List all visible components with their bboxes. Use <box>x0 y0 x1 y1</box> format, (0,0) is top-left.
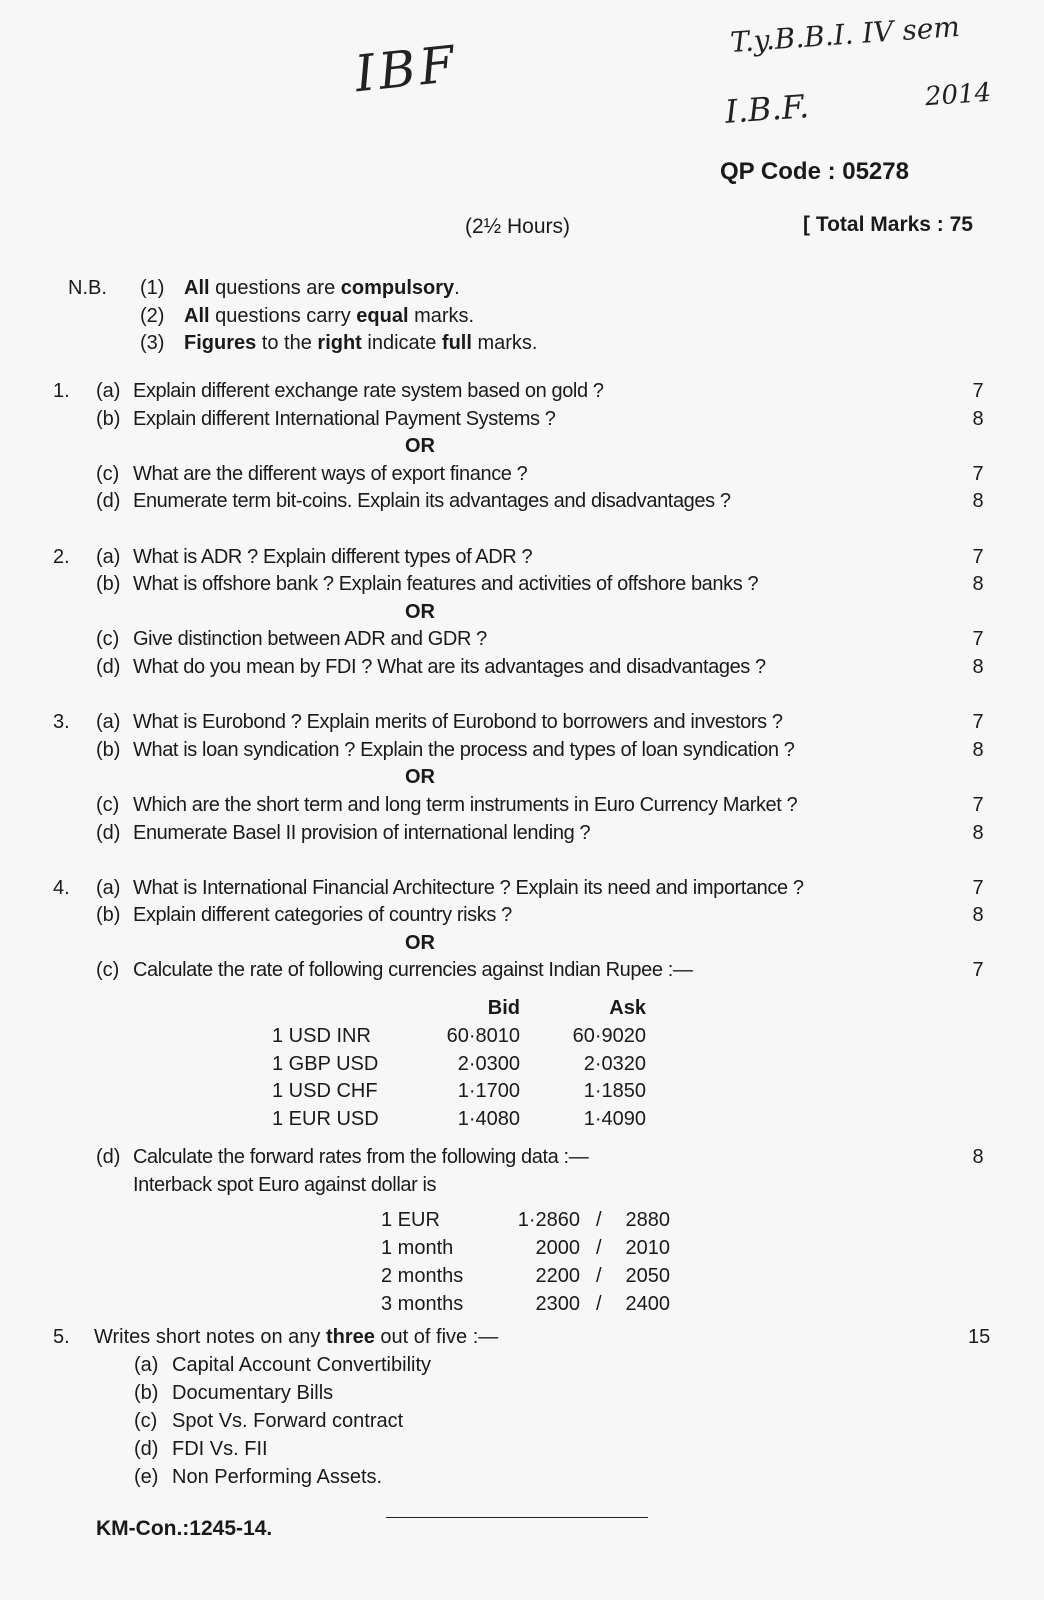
bid-rate: 2000 <box>535 1237 580 1260</box>
instruction-text-part: equal <box>356 304 409 327</box>
question-line <box>0 488 1044 516</box>
spacer <box>0 985 1044 995</box>
instruction-item <box>68 330 537 358</box>
question-line <box>0 433 1044 461</box>
handwritten-year: 2014 <box>924 77 993 113</box>
marks: 8 <box>972 821 984 844</box>
question-line <box>0 626 1044 654</box>
qp-code: QP Code : 05278 <box>720 158 909 185</box>
ask-rate: 1·4090 <box>583 1108 646 1131</box>
question-line <box>0 930 1044 958</box>
sub-question-label: (a) <box>96 545 121 568</box>
sub-question-label: (c) <box>134 1410 158 1433</box>
spacer <box>0 847 1044 875</box>
sub-question-label: (d) <box>96 821 121 844</box>
rate-row <box>0 1023 1044 1051</box>
question-line <box>0 654 1044 682</box>
question-text: What is Eurobond ? Explain merits of Eurobond to borrowers and investors ? <box>133 711 783 734</box>
question-text: Calculate the rate of following currencies against Indian Rupee :— <box>133 959 693 982</box>
forward-row <box>0 1291 1044 1319</box>
bid-rate: 2300 <box>535 1292 580 1315</box>
question-line <box>0 599 1044 627</box>
question-line <box>0 957 1044 985</box>
question-line <box>0 1324 1044 1352</box>
question-line <box>0 1408 1044 1436</box>
instruction-text-part: All <box>184 277 210 299</box>
ask-rate: 2010 <box>625 1237 670 1260</box>
ask-rate: 2400 <box>625 1292 670 1315</box>
question-line <box>0 1352 1044 1380</box>
question-text: Enumerate Basel II provision of international lending ? <box>133 821 591 844</box>
spacer <box>0 1199 1044 1207</box>
question-line <box>0 1380 1044 1408</box>
question-line <box>0 378 1044 406</box>
rate-row <box>0 1051 1044 1079</box>
question-text: What is offshore bank ? Explain features and activities of offshore banks ? <box>133 573 759 596</box>
question-line <box>0 544 1044 572</box>
forward-row <box>0 1263 1044 1291</box>
marks: 7 <box>972 462 984 485</box>
marks: 15 <box>968 1326 991 1349</box>
sub-question-label: (b) <box>96 738 121 761</box>
currency-pair: 1 USD INR <box>272 1024 371 1047</box>
forward-row <box>0 1235 1044 1263</box>
question-text: What is ADR ? Explain different types of ADR ? <box>133 545 533 568</box>
ask-rate: 1·1850 <box>583 1080 646 1103</box>
sub-question-label: (a) <box>134 1354 159 1377</box>
question-line <box>0 571 1044 599</box>
period: 1 month <box>381 1237 454 1260</box>
ask-rate: 2050 <box>625 1264 670 1287</box>
marks: 8 <box>972 1146 984 1169</box>
question-number: 4. <box>53 876 70 899</box>
spacer <box>0 1134 1044 1144</box>
question-line <box>0 406 1044 434</box>
sub-question-label: (c) <box>96 793 120 816</box>
marks: 8 <box>972 904 984 927</box>
sub-question-label: (c) <box>96 628 120 651</box>
nb-label <box>68 330 140 358</box>
marks: 7 <box>972 628 984 651</box>
or-separator: OR <box>405 435 435 458</box>
sub-question-label: (b) <box>134 1382 159 1405</box>
question-text: What is International Financial Architecture ? Explain its need and importance ? <box>133 876 804 899</box>
instruction-text-part: marks. <box>471 332 538 354</box>
ask-rate: 2880 <box>625 1209 670 1232</box>
instruction-text-part: right <box>317 332 362 354</box>
bid-rate: 1·4080 <box>457 1108 520 1131</box>
question-text <box>94 1324 498 1352</box>
sub-question-label: (c) <box>96 959 120 982</box>
or-separator: OR <box>405 600 435 623</box>
sub-question-label: (a) <box>96 711 121 734</box>
rate-row <box>0 1106 1044 1134</box>
marks: 8 <box>972 655 984 678</box>
question-text: Which are the short term and long term instruments in Euro Currency Market ? <box>133 793 798 816</box>
nb-label: N.B. <box>68 277 107 299</box>
sub-question-label: (a) <box>96 380 121 402</box>
period: 1 EUR <box>381 1209 440 1232</box>
duration: (2½ Hours) <box>465 215 571 238</box>
sub-question-label: (e) <box>134 1466 159 1489</box>
sub-question-label: (b) <box>96 573 121 596</box>
marks: 8 <box>972 573 984 596</box>
sub-question-label: (b) <box>96 407 121 430</box>
question-line <box>0 1144 1044 1172</box>
currency-pair: 1 USD CHF <box>272 1080 378 1103</box>
question-line <box>0 875 1044 903</box>
instruction-text-part: Figures <box>184 332 257 354</box>
footer-code: KM-Con.:1245-14. <box>96 1517 273 1540</box>
question-text: What do you mean by FDI ? What are its advantages and disadvantages ? <box>133 655 766 678</box>
question-text: Calculate the forward rates from the following data :— <box>133 1146 589 1169</box>
rate-row <box>0 1078 1044 1106</box>
marks: 7 <box>972 545 984 568</box>
separator: / <box>596 1209 602 1232</box>
forward-row <box>0 1207 1044 1235</box>
instructions <box>68 275 537 358</box>
question-text: What is loan syndication ? Explain the process and types of loan syndication ? <box>133 738 795 761</box>
question-number: 1. <box>53 380 70 402</box>
note-topic: Documentary Bills <box>172 1382 334 1405</box>
note-topic: Capital Account Convertibility <box>172 1354 432 1377</box>
marks: 8 <box>972 738 984 761</box>
separator: / <box>596 1292 602 1315</box>
marks: 7 <box>972 711 984 734</box>
marks: 8 <box>972 490 984 513</box>
period: 3 months <box>381 1292 464 1315</box>
question-number: 3. <box>53 711 70 734</box>
note-topic: FDI Vs. FII <box>172 1438 268 1461</box>
sub-question-label: (d) <box>96 1146 121 1169</box>
header-ask: Ask <box>609 997 646 1020</box>
sub-question-label: (d) <box>96 490 121 513</box>
question-line <box>0 1436 1044 1464</box>
bid-rate: 60·8010 <box>446 1024 520 1047</box>
question-text: Give distinction between ADR and GDR ? <box>133 628 487 651</box>
question-line <box>0 1172 1044 1200</box>
question-line <box>0 1464 1044 1492</box>
instruction-text-part: All <box>184 304 210 327</box>
question-line <box>0 737 1044 765</box>
bid-rate: 1·2860 <box>517 1209 580 1232</box>
instruction-text <box>184 275 460 303</box>
question-line <box>0 709 1044 737</box>
question-number: 2. <box>53 545 70 568</box>
question-line <box>0 820 1044 848</box>
marks: 8 <box>972 407 984 430</box>
question-text-part: out of five :— <box>374 1326 499 1349</box>
instruction-text-part: indicate <box>361 332 442 354</box>
instruction-item <box>68 303 537 331</box>
or-separator: OR <box>405 931 435 954</box>
marks: 7 <box>972 793 984 816</box>
divider <box>386 1517 648 1518</box>
sub-question-label: (a) <box>96 876 121 899</box>
question-text: Enumerate term bit-coins. Explain its advantages and disadvantages ? <box>133 490 731 513</box>
or-separator: OR <box>405 766 435 789</box>
table-header <box>0 995 1044 1023</box>
sub-question-label: (c) <box>96 462 120 485</box>
instruction-number: (2) <box>140 304 165 327</box>
question-text: Interback spot Euro against dollar is <box>133 1173 437 1196</box>
question-text: Explain different exchange rate system based on gold ? <box>133 380 604 402</box>
period: 2 months <box>381 1264 464 1287</box>
instruction-text-part: compulsory <box>340 277 455 299</box>
instruction-number: (3) <box>140 332 165 354</box>
ask-rate: 2·0320 <box>583 1052 646 1075</box>
question-text: Explain different categories of country risks ? <box>133 904 512 927</box>
spacer <box>0 682 1044 710</box>
handwritten-class: T.y.B.B.I. IV sem <box>729 10 961 59</box>
instruction-text <box>184 330 537 358</box>
currency-pair: 1 EUR USD <box>272 1108 379 1131</box>
question-line <box>0 461 1044 489</box>
question-text-bold: three <box>325 1326 375 1349</box>
marks: 7 <box>972 380 984 402</box>
note-topic: Non Performing Assets. <box>172 1466 383 1489</box>
bid-rate: 2·0300 <box>457 1052 520 1075</box>
question-text: Explain different International Payment Systems ? <box>133 407 556 430</box>
ask-rate: 60·9020 <box>572 1024 646 1047</box>
question-line <box>0 764 1044 792</box>
question-text-part: Writes short notes on any <box>94 1326 326 1349</box>
sub-question-label: (d) <box>134 1438 159 1461</box>
nb-label <box>68 303 140 331</box>
instruction-item <box>68 275 537 303</box>
header-bid: Bid <box>487 997 520 1020</box>
handwritten-title: IBF <box>352 34 461 104</box>
instruction-text-part: to the <box>256 332 318 354</box>
handwritten-subject: I.B.F. <box>723 87 811 131</box>
total-marks: [ Total Marks : 75 <box>803 213 973 236</box>
sub-question-label: (b) <box>96 904 121 927</box>
separator: / <box>596 1264 602 1287</box>
marks: 7 <box>972 959 984 982</box>
spacer <box>0 516 1044 544</box>
question-text: What are the different ways of export finance ? <box>133 462 528 485</box>
instruction-text-part: questions are <box>209 277 341 299</box>
instruction-text-part: questions carry <box>209 304 357 327</box>
currency-pair: 1 GBP USD <box>272 1052 379 1075</box>
instruction-text-part: . <box>454 277 460 299</box>
marks: 7 <box>972 876 984 899</box>
question-line <box>0 792 1044 820</box>
questions <box>0 378 1044 1492</box>
note-topic: Spot Vs. Forward contract <box>172 1410 404 1433</box>
question-number: 5. <box>53 1326 70 1349</box>
instruction-text <box>184 303 474 331</box>
sub-question-label: (d) <box>96 655 121 678</box>
instruction-text-part: full <box>441 332 472 354</box>
instruction-text-part: marks. <box>408 304 475 327</box>
separator: / <box>596 1237 602 1260</box>
instruction-number: (1) <box>140 277 165 299</box>
bid-rate: 2200 <box>535 1264 580 1287</box>
bid-rate: 1·1700 <box>457 1080 520 1103</box>
question-line <box>0 902 1044 930</box>
